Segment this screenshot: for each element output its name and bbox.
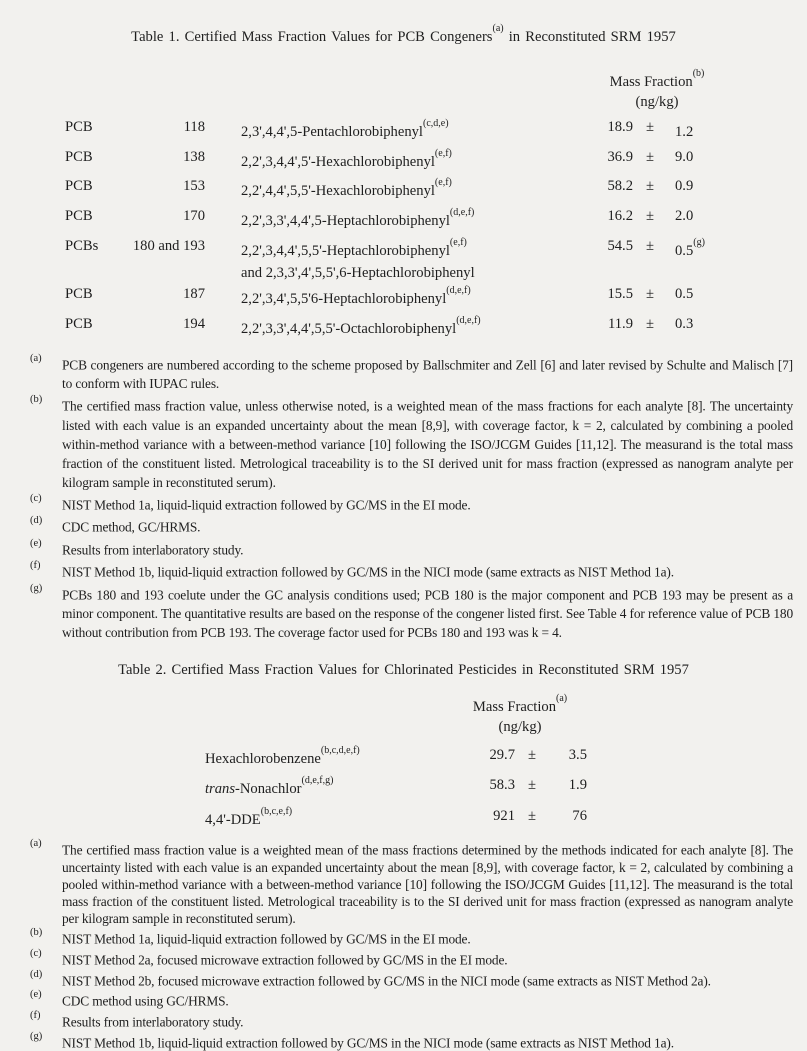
table-row [205, 803, 807, 833]
mass-fraction-unit: (ng/kg) [635, 93, 679, 110]
congener-prefix: PCB [65, 178, 93, 195]
mass-fraction-label: Mass Fraction$^{(a)}$ [472, 693, 568, 715]
uncertainty-value: 0.5$^{(g)}$ [675, 237, 705, 260]
footnote-ref: (b,c,d,e,f) [320, 744, 360, 756]
congener-number: 187 [183, 286, 205, 303]
footnote-text: NIST Method 1b, liquid-liquid extraction followed by GC/MS in the NICI mode (same extracts as NIST Method 1a). [62, 564, 674, 580]
table1-mass-fraction-header [572, 68, 742, 112]
mass-fraction-value: 58.3 [489, 777, 515, 794]
footnote-marker: (e) [30, 989, 42, 1001]
congener-name: 2,2',3,4,4',5'-Hexachlorobiphenyl$^{(e,f)}$ [241, 147, 452, 170]
footnote-ref: (e,f) [434, 147, 452, 159]
table-row [205, 772, 807, 802]
footnote [30, 969, 793, 990]
uncertainty-value: 9.0 [675, 148, 694, 165]
footnote [30, 393, 793, 491]
uncertainty-value: 0.9 [675, 178, 694, 195]
analyte-name: 4,4'-DDE$^{(b,c,e,f)}$ [205, 805, 293, 828]
congener-number: 194 [183, 315, 205, 332]
footnote-text: Results from interlaboratory study. [62, 542, 244, 558]
uncertainty-value: 1.9 [568, 777, 587, 794]
congener-name: 2,2',3,4',5,5'6-Heptachlorobiphenyl$^{(d,e,f)}$ [241, 285, 471, 307]
congener-number: 180 and 193 [132, 238, 205, 255]
footnote [30, 948, 793, 969]
footnote-text: PCBs 180 and 193 coelute under the GC analysis conditions used; PCB 180 is the major component and PCB 193 may be present as a minor component. The quantitative results are based on the response of the congener listed first. See Table 4 for reference value of PCB 180 without contribution from PCB 193. The coverage factor used for PCBs 180 and 193 was k = 4. [62, 587, 793, 641]
footnote-ref: (d,e,f) [446, 285, 471, 297]
footnote-text: NIST Method 2a, focused microwave extraction followed by GC/MS in the EI mode. [62, 952, 508, 968]
table1-title-text: Table 1. Certified Mass Fraction Values for PCB Congeners [131, 28, 493, 45]
footnote-marker: (d) [30, 515, 43, 527]
plus-minus-symbol: ± [527, 746, 536, 763]
congener-prefix: PCB [65, 315, 93, 332]
footnote-text: NIST Method 2b, focused microwave extraction followed by GC/MS in the NICI mode (same extracts as NIST Method 2a). [62, 973, 711, 989]
footnote-marker: (b) [30, 394, 43, 406]
footnote [30, 1010, 793, 1031]
footnote-text: The certified mass fraction value, unless otherwise noted, is a weighted mean of the mass fractions for each analyte [8]. The uncertainty listed with each value is an expanded uncertainty about the mean [8,9], with coverage factor, k = 2, calculated by combining a pooled within-method variance with a between-method variance [10] following the ISO/JCGM Guides [11,12]. The measurand is the total mass fraction of the constituent listed. Metrological traceability is to the SI derived unit for mass fraction (expressed as nanogram analyte per kilogram sample in reconstituted serum). [62, 398, 793, 490]
footnote-text: CDC method, GC/HRMS. [62, 519, 201, 535]
uncertainty-value: 3.5 [568, 746, 587, 763]
table-row [65, 204, 807, 234]
congener-name: 2,2',3,3',4,4',5,5'-Octachlorobiphenyl$^{(d,e,f)}$ [241, 314, 481, 337]
table2-mass-fraction-header [435, 693, 605, 737]
congener-number: 138 [183, 148, 205, 165]
congener-prefix: PCB [65, 286, 93, 303]
congener-prefix: PCB [65, 208, 93, 225]
uncertainty-value: 2.0 [675, 208, 694, 225]
mass-fraction-value: 16.2 [607, 208, 633, 225]
table2-body [0, 742, 807, 833]
plus-minus-symbol: ± [645, 238, 654, 255]
mass-fraction-label: Mass Fraction$^{(b)}$ [609, 67, 705, 90]
congener-number: 153 [183, 178, 205, 195]
table1-footnotes [0, 352, 807, 642]
mass-fraction-value: 11.9 [608, 315, 633, 332]
table2-footnotes [0, 838, 807, 1051]
footnote-ref: (b) [692, 67, 705, 79]
congener-number: 170 [183, 208, 205, 225]
congener-name: 2,2',3,3',4,4',5-Heptachlorobiphenyl$^{(d,e,f)}$ [241, 207, 475, 230]
uncertainty-value: 1.2 [675, 123, 694, 140]
footnote-marker: (f) [30, 1010, 41, 1022]
plus-minus-symbol: ± [645, 148, 654, 165]
mass-fraction-unit: (ng/kg) [498, 718, 542, 735]
footnote-marker: (c) [30, 492, 42, 504]
table-row [65, 234, 807, 282]
mass-fraction-value: 15.5 [607, 286, 633, 303]
footnote-ref: (c,d,e) [422, 117, 449, 129]
footnote [30, 989, 793, 1010]
congener-name: 2,2',4,4',5,5'-Hexachlorobiphenyl$^{(e,f)}$ [241, 177, 452, 200]
footnote-marker: (b) [30, 927, 43, 939]
plus-minus-symbol: ± [645, 208, 654, 225]
footnote-marker: (d) [30, 968, 43, 980]
analyte-name: trans-Nonachlor$^{(d,e,f,g)}$ [205, 775, 334, 798]
table-row [65, 145, 807, 175]
footnote-text: NIST Method 1a, liquid-liquid extraction followed by GC/MS in the EI mode. [62, 497, 471, 513]
congener-prefix: PCBs [65, 238, 99, 255]
uncertainty-value: 76 [572, 807, 587, 824]
footnote-text: Results from interlaboratory study. [62, 1014, 244, 1030]
footnote-ref: (d,e,f,g) [301, 775, 334, 787]
footnote [30, 838, 793, 927]
table2-title: Table 2. Certified Mass Fraction Values for Chlorinated Pesticides in Reconstituted SRM 1957 [118, 662, 689, 679]
footnote [30, 1031, 793, 1051]
table1-title-tail: in Reconstituted SRM 1957 [503, 28, 676, 45]
mass-fraction-value: 18.9 [607, 118, 633, 135]
footnote-marker: (c) [30, 948, 42, 960]
table-row [65, 115, 807, 145]
footnote-ref: (b,c,e,f) [260, 805, 293, 817]
table1-title [0, 23, 807, 46]
uncertainty-value: 0.5 [675, 286, 694, 303]
footnote-text: PCB congeners are numbered according to the scheme proposed by Ballschmiter and Zell [6] and later revised by Schulte and Malisch [7] to conform with IUPAC rules. [62, 357, 793, 392]
mass-fraction-value: 58.2 [607, 178, 633, 195]
plus-minus-symbol: ± [645, 286, 654, 303]
footnote [30, 582, 793, 642]
table-row [65, 174, 807, 204]
footnote-text: CDC method using GC/HRMS. [62, 993, 229, 1009]
mass-fraction-value: 29.7 [489, 746, 515, 763]
footnote [30, 352, 793, 393]
footnote-marker: (a) [30, 837, 42, 849]
footnote-ref: (d,e,f) [456, 314, 481, 326]
plus-minus-symbol: ± [645, 315, 654, 332]
congener-name-line2: and 2,3,3',4',5,5',6-Heptachlorobiphenyl [241, 265, 475, 282]
table-row [205, 742, 807, 772]
footnote-ref: (a) [492, 23, 504, 34]
plus-minus-symbol: ± [645, 118, 654, 135]
footnote-text: NIST Method 1b, liquid-liquid extraction followed by GC/MS in the NICI mode (same extracts as NIST Method 1a). [62, 1035, 674, 1051]
footnote-ref: (a) [556, 693, 568, 705]
congener-number: 118 [183, 118, 205, 135]
table1-body [0, 115, 807, 342]
congener-prefix: PCB [65, 118, 93, 135]
footnote-text: NIST Method 1a, liquid-liquid extraction followed by GC/MS in the EI mode. [62, 931, 471, 947]
footnote [30, 559, 793, 581]
congener-name: 2,3',4,4',5-Pentachlorobiphenyl$^{(c,d,e)}$ [241, 117, 449, 140]
footnote [30, 492, 793, 514]
footnote-ref: (e,f) [434, 177, 452, 189]
mass-fraction-value: 54.5 [607, 238, 633, 255]
congener-name: 2,2',3,4,4',5,5'-Heptachlorobiphenyl$^{(e,f)}$ and 2,3,3',4',5,5',6-Heptachlorobiphenyl [241, 234, 581, 282]
footnote-text: The certified mass fraction value is a weighted mean of the mass fractions determined by the methods indicated for each analyte [8]. The uncertainty listed with each value is an expanded uncertainty about the mean [8,9], with coverage factor, k = 2, calculated by combining a pooled within-method variance with a between-method variance [10] following the ISO/JCGM Guides [11,12]. The measurand is the total mass fraction of the constituent listed. Metrological traceability is to the SI derived unit for mass fraction (expressed as nanogram analyte per kilogram sample in reconstituted serum). [62, 842, 793, 927]
footnote-marker: (g) [30, 582, 43, 594]
footnote [30, 537, 793, 559]
plus-minus-symbol: ± [527, 807, 536, 824]
plus-minus-symbol: ± [527, 777, 536, 794]
table-row [65, 282, 807, 312]
footnote-marker: (f) [30, 560, 41, 572]
footnote [30, 514, 793, 536]
footnote-ref: (e,f) [449, 237, 467, 249]
footnote-marker: (a) [30, 352, 42, 364]
footnote-marker: (e) [30, 537, 42, 549]
table-row [65, 312, 807, 342]
analyte-name: Hexachlorobenzene$^{(b,c,d,e,f)}$ [205, 744, 360, 767]
mass-fraction-value: 921 [493, 807, 515, 824]
footnote-ref: (g) [693, 237, 705, 249]
footnote-ref: (d,e,f) [449, 207, 475, 219]
footnote [30, 927, 793, 948]
plus-minus-symbol: ± [645, 178, 654, 195]
uncertainty-value: 0.3 [675, 315, 694, 332]
footnote-marker: (g) [30, 1030, 43, 1042]
congener-prefix: PCB [65, 148, 93, 165]
mass-fraction-value: 36.9 [607, 148, 633, 165]
